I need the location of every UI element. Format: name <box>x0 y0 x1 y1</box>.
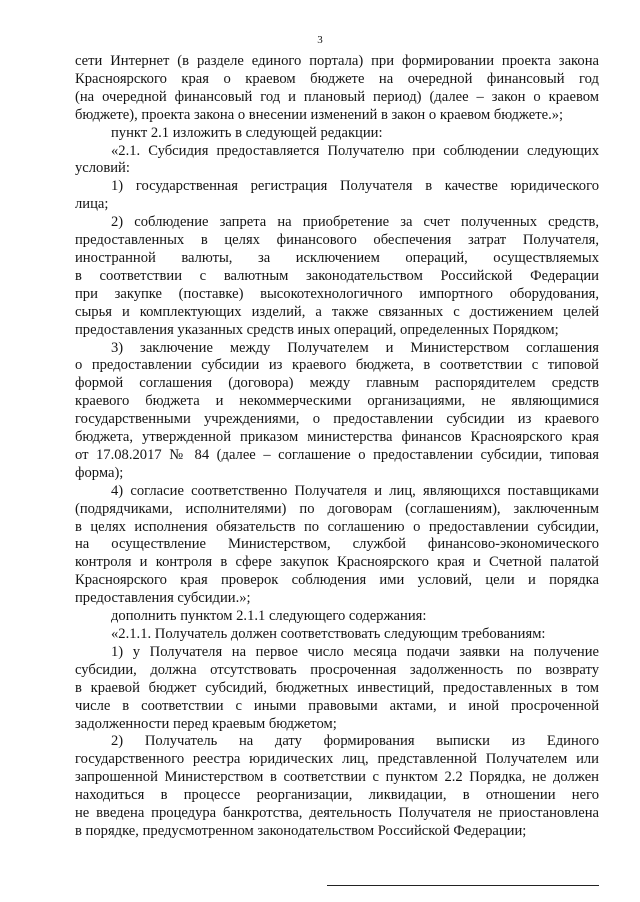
text-line: сырья и комплектующих изделий, а также связанных с достижением целей <box>75 303 599 320</box>
text-line: предоставления субсидии.»; <box>75 590 251 607</box>
text-line: на осуществление Министерством, службой финансово-экономического <box>75 536 599 553</box>
paragraph <box>75 626 599 644</box>
text-line: от 17.08.2017 № 84 (далее – соглашение о предоставлении субсидии, типовая <box>75 446 599 463</box>
text-line: форма); <box>75 464 124 481</box>
text-line: в соответствии с валютным законодательством Российской Федерации <box>75 267 599 284</box>
text-line: 2) соблюдение запрета на приобретение за счет полученных средств, <box>111 214 599 231</box>
paragraph <box>75 644 599 734</box>
text-line: в целях исполнения обязательств по соглашению о предоставлении субсидии, <box>75 518 599 535</box>
text-line: (на очередной финансовый год и плановый период) (далее – закон о краевом <box>75 88 599 105</box>
text-line: Красноярского края о краевом бюджете на очередной финансовый год <box>75 70 599 87</box>
text-line: 4) согласие соответственно Получателя и лиц, являющихся поставщиками <box>111 482 599 499</box>
text-line: «2.1.1. Получатель должен соответствовать следующим требованиям: <box>111 626 546 642</box>
text-line: формой соглашения (договора) между главным распорядителем средств <box>75 375 599 392</box>
text-line: запрошенной Министерством в соответствии с пунктом 2.2 Порядка, не должен <box>75 769 599 786</box>
text-line: лица; <box>75 196 109 213</box>
text-line: дополнить пунктом 2.1.1 следующего содержания: <box>111 608 427 625</box>
page-number: 3 <box>317 34 323 46</box>
text-line: находиться в процессе реорганизации, ликвидации, в отношении него <box>75 787 599 804</box>
document-body <box>75 53 599 841</box>
text-line: 2) Получатель на дату формирования выписки из Единого <box>111 733 599 750</box>
paragraph <box>75 340 599 483</box>
footer-rule <box>327 885 599 886</box>
text-line: предоставления указанных средств иных операций, определенных Порядком; <box>75 321 559 338</box>
paragraph <box>75 143 599 179</box>
text-line: в краевой бюджет субсидий, бюджетных инвестиций, предоставленных в том <box>75 679 599 696</box>
paragraph <box>75 483 599 608</box>
text-line: числе в соответствии с иными правовыми актами, и иной просроченной <box>75 697 599 714</box>
paragraph <box>75 608 599 626</box>
text-line: субсидии, должна отсутствовать просроченная задолженность по возврату <box>75 661 599 678</box>
text-line: «2.1. Субсидия предоставляется Получателю при соблюдении следующих <box>111 142 599 159</box>
paragraph <box>75 178 599 214</box>
paragraph <box>75 53 599 125</box>
text-line: (подрядчиками, исполнителями) по договорам (соглашениям), заключенным <box>75 500 599 517</box>
text-line: бюджета, утвержденной приказом министерства финансов Красноярского края <box>75 429 599 446</box>
text-line: 1) у Получателя на первое число месяца подачи заявки на получение <box>111 643 599 660</box>
text-line: контроля и контроля в сфере закупок Красноярского края и Счетной палатой <box>75 554 599 571</box>
text-line: государственными учреждениями, о предоставлении субсидии из краевого <box>75 411 599 428</box>
text-line: в порядке, предусмотренном законодательством Российской Федерации; <box>75 822 527 839</box>
text-line: при закупке (поставке) высокотехнологичного импортного оборудования, <box>75 285 599 302</box>
text-line: сети Интернет (в разделе единого портала) при формировании проекта закона <box>75 53 599 69</box>
text-line: условий: <box>75 160 130 177</box>
text-line: иностранной валюты, за исключением операций, осуществляемых <box>75 249 599 266</box>
text-line: Красноярского края проверок соблюдения ими условий, цели и порядка <box>75 572 599 589</box>
text-line: краевого бюджета и некоммерческими организациями, не являющимися <box>75 393 599 410</box>
text-line: бюджете), проекта закона о внесении изменений в закон о краевом бюджете.»; <box>75 106 564 123</box>
text-line: задолженности перед краевым бюджетом; <box>75 715 337 732</box>
paragraph <box>75 733 599 840</box>
text-line: 3) заключение между Получателем и Министерством соглашения <box>111 339 599 356</box>
text-line: предоставленных в целях финансового обеспечения затрат Получателя, <box>75 232 599 249</box>
paragraph <box>75 125 599 143</box>
text-line: о предоставлении субсидии из краевого бюджета, в соответствии с типовой <box>75 357 599 374</box>
text-line: не введена процедура банкротства, деятельность Получателя не приостановлена <box>75 805 599 822</box>
text-line: пункт 2.1 изложить в следующей редакции: <box>111 124 383 141</box>
text-line: 1) государственная регистрация Получателя в качестве юридического <box>111 178 599 195</box>
paragraph <box>75 214 599 339</box>
text-line: государственного реестра юридических лиц, представленной Получателем или <box>75 751 599 768</box>
